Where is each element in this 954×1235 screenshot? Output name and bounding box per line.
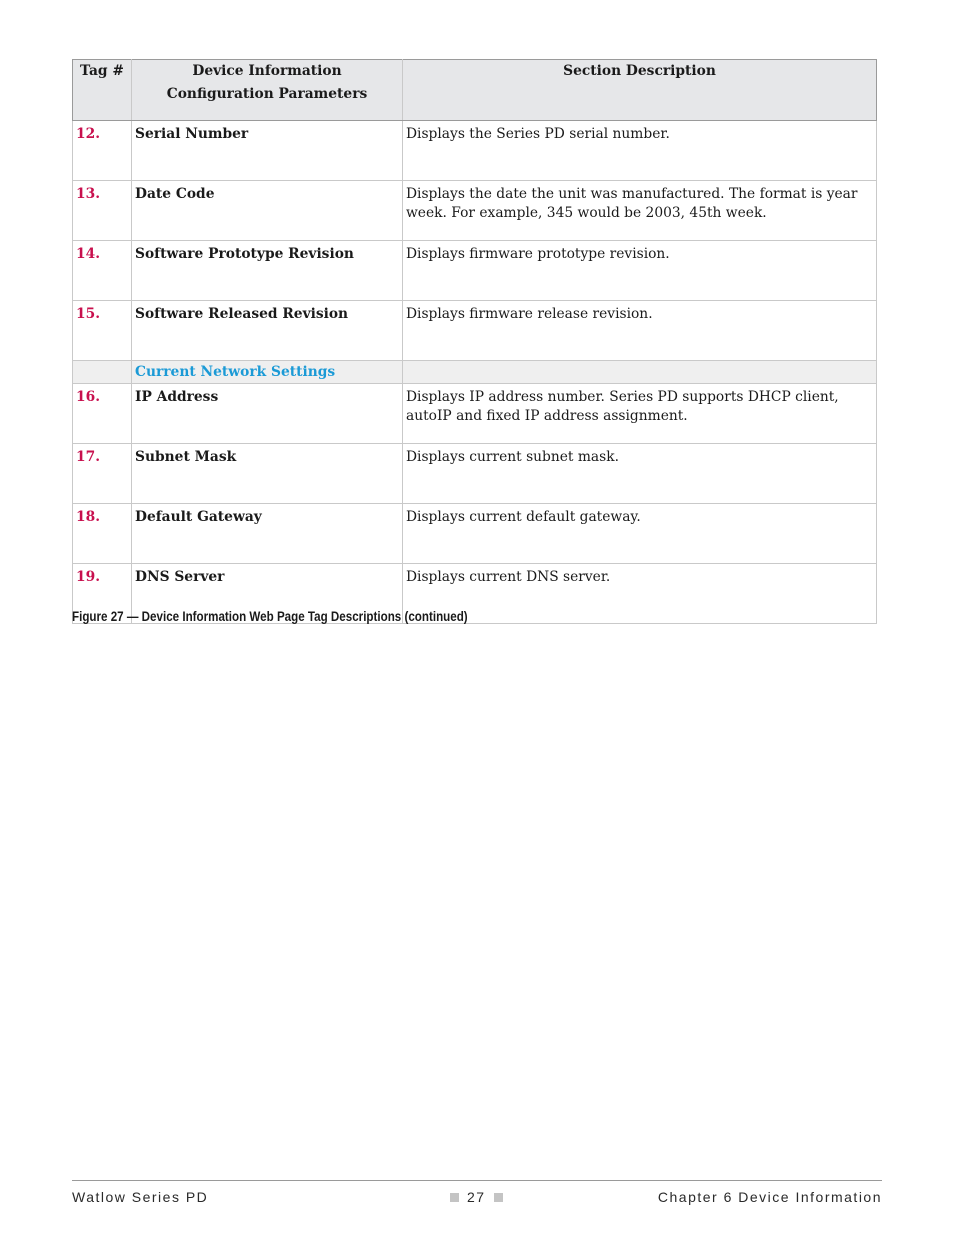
parameter-name: Date Code: [132, 181, 403, 241]
footer-divider: [72, 1180, 882, 1181]
parameter-name: IP Address: [132, 384, 403, 444]
header-tag: Tag #: [73, 60, 132, 121]
figure-caption: Figure 27 — Device Information Web Page Tag Descriptions (continued): [72, 609, 468, 624]
table-row: [73, 301, 877, 361]
parameter-description: Displays the Series PD serial number.: [403, 121, 877, 181]
parameter-description: Displays current subnet mask.: [403, 444, 877, 504]
parameter-description: Displays firmware prototype revision.: [403, 241, 877, 301]
header-parameters: [132, 60, 403, 121]
table-header-row: [73, 60, 877, 121]
tag-number: 14.: [73, 241, 132, 301]
parameter-name: Serial Number: [132, 121, 403, 181]
table-row: [73, 384, 877, 444]
footer-chapter-title: Chapter 6 Device Information: [657, 1189, 882, 1205]
parameter-description: Displays the date the unit was manufactured. The format is year week. For example, 345 would be 2003, 45th week.: [403, 181, 877, 241]
tag-number: 16.: [73, 384, 132, 444]
parameter-description: Displays current DNS server.: [403, 564, 877, 624]
header-parameters-line1: Device Information: [192, 63, 342, 79]
table-row: [73, 181, 877, 241]
section-tag-empty: [73, 361, 132, 384]
parameter-name: Software Prototype Revision: [132, 241, 403, 301]
table-row: [73, 504, 877, 564]
parameter-name: DNS Server: [132, 564, 403, 624]
header-parameters-line2: Configuration Parameters: [166, 86, 368, 102]
table-row: [73, 444, 877, 504]
tag-number: 17.: [73, 444, 132, 504]
footer-page-indicator: [450, 1189, 503, 1205]
parameter-description: Displays current default gateway.: [403, 504, 877, 564]
section-description-empty: [403, 361, 877, 384]
tag-number: 13.: [73, 181, 132, 241]
tag-number: 19.: [73, 564, 132, 624]
header-description: Section Description: [403, 60, 877, 121]
tag-number: 15.: [73, 301, 132, 361]
square-bullet-icon: [450, 1193, 459, 1202]
table-row: [73, 121, 877, 181]
parameter-name: Default Gateway: [132, 504, 403, 564]
footer-product-name: Watlow Series PD: [72, 1189, 209, 1205]
tag-number: 18.: [73, 504, 132, 564]
tag-description-table: [72, 59, 877, 624]
parameter-description: Displays IP address number. Series PD supports DHCP client, autoIP and fixed IP address assignment.: [403, 384, 877, 444]
table-row: [73, 241, 877, 301]
parameter-description: Displays firmware release revision.: [403, 301, 877, 361]
parameter-name: Subnet Mask: [132, 444, 403, 504]
section-row: [73, 361, 877, 384]
tag-number: 12.: [73, 121, 132, 181]
section-title: Current Network Settings: [132, 361, 403, 384]
square-bullet-icon: [494, 1193, 503, 1202]
page-number: 27: [467, 1189, 486, 1205]
parameter-name: Software Released Revision: [132, 301, 403, 361]
